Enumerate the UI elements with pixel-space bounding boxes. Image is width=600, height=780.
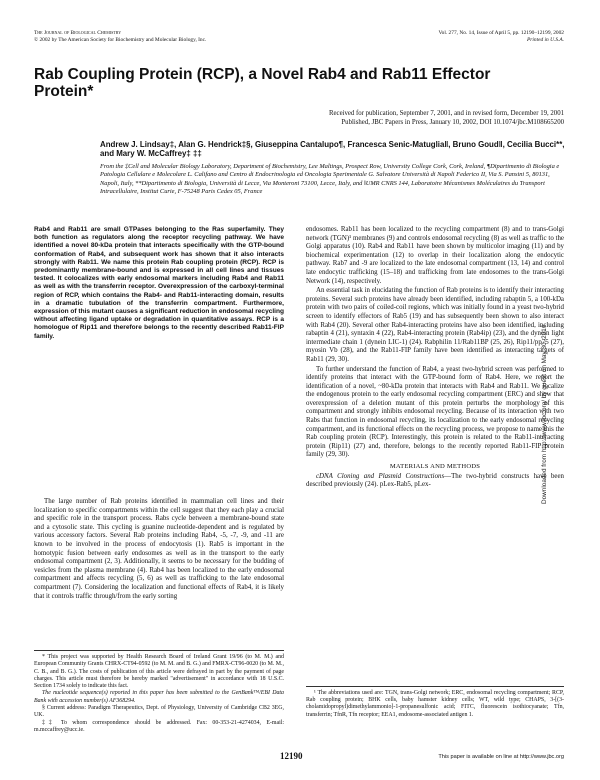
journal-name: The Journal of Biological Chemistry (34, 30, 122, 36)
subsection-text: —The two-hybrid constructs have been described previously (24). pLex-Rab5, pLex- (306, 472, 564, 489)
publication-dates (144, 110, 564, 127)
body-paragraph: endosomes. Rab11 has been localized to the recycling compartment (8) and to trans-Golgi network (TGN)¹ membranes (9) and controls endosomal recycling (8) as well as traffic to the Golgi apparatus (10). Rab4 and Rab11 have been shown by multicolor imaging (11) and by biochemical experimentation (12) to overlap in their localization along the endocytic pathway. Rab7 and -9 are localized to the late endosomal compartment (13, 14) and control late endocytic trafficking (15–18) and trafficking from late endosomes to the trans-Golgi Network (14), respectively. (306, 226, 564, 285)
left-footnotes (34, 650, 284, 734)
abstract: Rab4 and Rab11 are small GTPases belonging to the Ras superfamily. They both function as regulators along the receptor recycling pathway. We have identified a novel 80-kDa protein that interacts specifically with the GTP-bound conformation of Rab4, and subsequent work has shown that it also interacts strongly with Rab11. We name this protein Rab coupling protein (RCP). RCP is predominantly membrane-bound and is expressed in all cell lines and tissues tested. It colocalizes with early endosomal markers including Rab4 and Rab11 as well as with the transferrin receptor. Overexpression of the carboxyl-terminal region of RCP, which contains the Rab4- and Rab11-interacting domain, results in a dramatic tubulation of the transferrin compartment. Furthermore, expression of this mutant causes a significant reduction in endosomal recycling without affecting ligand uptake or degradation in quantitative assays. RCP is a homologue of Rip11 and therefore belongs to the recently described Rab11-FIP family. (34, 226, 284, 340)
methods-paragraph (306, 473, 564, 490)
issue-header (438, 30, 564, 43)
correspondence-footnote: ‡‡ To whom correspondence should be addressed. Fax: 00-353-21-4274034, E-mail: m.mccaffrey@ucc.ie. (34, 719, 284, 733)
section-heading: MATERIALS AND METHODS (389, 463, 481, 471)
left-column (34, 498, 284, 602)
received-line: Received for publication, September 7, 2001, and in revised form, December 19, 2001 (329, 110, 564, 117)
funding-footnote: * This project was supported by Health Research Board of Ireland Grant 19/96 (to M. M.) and European Community Grants CHRX-CT94-0592 (to M. M. and B. G.) and FMRX-CT96-0020 (to M. M., C. B., and B. G.). The costs of publication of this article were defrayed in part by the payment of page charges. This article must therefore be hereby marked "advertisement" in accordance with 18 U.S.C. Section 1734 solely to indicate this fact. (34, 654, 284, 690)
subsection-title: cDNA Cloning and Plasmid Constructions (316, 472, 445, 480)
right-footnotes (306, 686, 564, 719)
affiliations: From the ‡Cell and Molecular Biology Laboratory, Department of Biochemistry, Lee Maltings, Prospect Row, University College Cork, Cork, Ireland, ¶Dipartimento di Biologia e Patologia Cellulare e Molecolare L. Califano and Centro di Endocrinologia ed Oncologia Sperimentale G. Salvatore Università di Napoli Federico II, Via S. Pansini 5, 80131, Napoli, Italy, **Dipartimento di Biologia, Università di Lecce, Via Monteroni 73100, Lecce, Italy, and ‖UMR CNRS 144, Laboratoire Mécanismes Moléculaires du Transport Intracellulaire, Institut Curie, F-75248 Paris Cedex 05, France (100, 163, 560, 196)
journal-header (34, 30, 206, 43)
genbank-footnote: The nucleotide sequence(s) reported in this paper has been submitted to the GenBank™/EBI Data Bank with accession number(s) AF368294. (34, 690, 284, 704)
page-number: 12190 (280, 751, 303, 761)
body-paragraph: To further understand the function of Rab4, a yeast two-hybrid screen was performed to identify proteins that interact with the GTP-bound form of Rab4. Here, we report the identification of a novel, ~80-kDa protein that interacts with Rab4 and Rab11. We localize the endogenous protein to the early endosomal recycling compartment (ERC) and show that overexpression of a deletion mutant of this protein perturbs the morphology of this compartment and strongly inhibits endosomal recycling. Because of its interaction with two Rabs that function in endosomal recycling, its localization to the early endosomal recycling compartment, and its functional effects on the recycling process, we propose to name this the Rab coupling protein (RCP). Interestingly, this protein is related to the Rab11-interacting protein (Rip11) (27) and, therefore, belongs to the recently reported Rab11-FIP protein family (29, 30). (306, 365, 564, 459)
download-watermark: Downloaded from http://www.jbc.org/ by guest on May 30, 2016 (541, 324, 548, 504)
article-title: Rab Coupling Protein (RCP), a Novel Rab4 and Rab11 Effector Protein* (34, 66, 491, 100)
address-footnote: § Current address: Paradigm Therapeutics, Dept. of Physiology, University of Cambridge CB2 3EG, UK. (34, 705, 284, 719)
author-list: Andrew J. Lindsay‡, Alan G. Hendrick‡§, Giuseppina Cantalupo¶, Francesca Senic-Matuglia‖, Bruno Goud‖, Cecilia Bucci**, and Mary W. McCaffrey‡ ‡‡ (100, 140, 565, 159)
published-line: Published, JBC Papers in Press, January 10, 2002, DOI 10.1074/jbc.M108665200 (341, 118, 564, 126)
copyright-line: © 2002 by The American Society for Biochemistry and Molecular Biology, Inc. (34, 36, 207, 43)
availability-note: This paper is available on line at http://www.jbc.org (438, 754, 564, 760)
volume-info: Vol. 277, No. 14, Issue of April 5, pp. 12190–12199, 2002 (438, 30, 564, 36)
intro-paragraph: The large number of Rab proteins identified in mammalian cell lines and their localization to specific compartments within the cell suggest that they each play a crucial and specific role in the transport process. Rabs cycle between a membrane-bound state and a cytosolic state. This cycling is guanine nucleotide-dependent and is regulated by various accessory factors. Several Rab proteins including Rab4, -5, -7, -9, and -11 are known to be involved in the process of endocytosis (1). Rab5 is important in the homotypic fusion between early endosomes as well as in the transport to the early endosomal compartment (2, 3). Additionally, it seems to be necessary for the budding of vesicles from the plasma membrane (4). Rab4 has been localized to the early endosomal compartment and affects recycling (5, 6) as well as trafficking to the late endosomal compartment (7). Considering the localization and functional effects of Rab4, it is likely that it controls traffic through/from the early sorting (34, 498, 284, 600)
body-paragraph: An essential task in elucidating the function of Rab proteins is to identify their interacting proteins. Several such proteins have already been identified, including rabaptin 5, a 100-kDa protein with two pairs of coiled-coil regions, which was initially found in a yeast two-hybrid screen to identify effectors of Rab5 (19) and has subsequently been shown to also interact with Rab4 (20). Several other Rab4-interacting proteins have also been identified, including rabaptin 4 (21), syntaxin 4 (22), Rab4-interacting protein (Rab4ip) (23), and the dynein light intermediate chain 1 (dynein LIC-1) (24). Rabphilin 11/Rab11BP (25, 26), Rip11/pp75 (27), myosin Vb (28), and the Rab11-FIP family have been identified as interacting targets of Rab11 (29, 30). (306, 287, 564, 363)
right-column (306, 226, 564, 491)
printed-in: Printed in U.S.A. (527, 36, 564, 43)
abbreviations-footnote: ¹ The abbreviations used are: TGN, trans-Golgi network; ERC, endosomal recycling compartment; RCP, Rab coupling protein; BHK cells, baby hamster kidney cells; WT, wild type; CHAPS, 3-[(3-cholamidopropyl)dimethylammonio]-1-propanesulfonic acid; FITC, fluorescein isothiocyanate; Tfn, transferrin; TfnR, Tfn receptor; EEA1, endosome-associated antigen 1. (306, 690, 564, 718)
